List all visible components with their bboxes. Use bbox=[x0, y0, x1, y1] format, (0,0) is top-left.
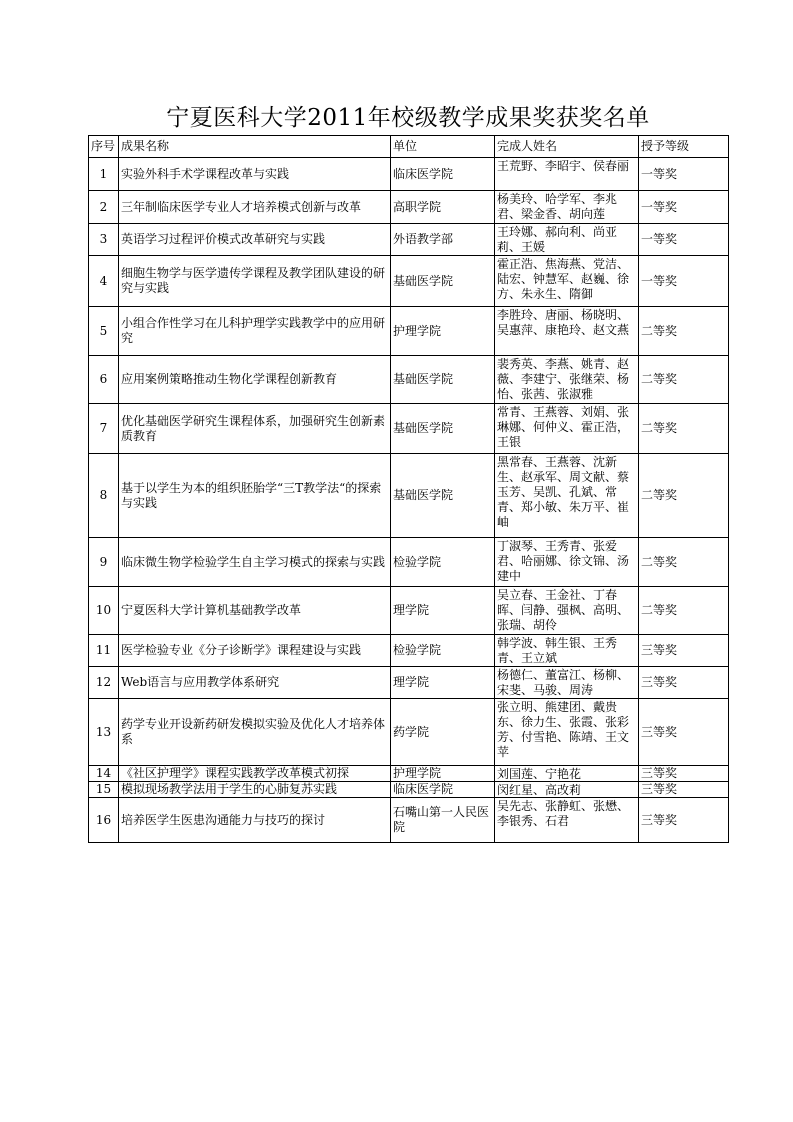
row-number: 14 bbox=[89, 766, 119, 782]
row-number: 13 bbox=[89, 699, 119, 766]
table-row bbox=[89, 667, 729, 699]
people-names bbox=[495, 766, 639, 782]
column-header-level: 授予等级 bbox=[639, 136, 729, 158]
row-number: 5 bbox=[89, 307, 119, 356]
row-number: 2 bbox=[89, 191, 119, 224]
table-row bbox=[89, 256, 729, 307]
unit-name: 检验学院 bbox=[391, 538, 495, 587]
people-names-text: 丁淑琴、王秀青、张爱君、哈丽娜、徐文锦、汤建中 bbox=[497, 538, 630, 583]
table-row bbox=[89, 699, 729, 766]
award-level: 一等奖 bbox=[639, 158, 729, 191]
unit-name: 高职学院 bbox=[391, 191, 495, 224]
achievement-name: 应用案例策略推动生物化学课程创新教育 bbox=[119, 356, 391, 404]
people-names bbox=[495, 667, 639, 699]
table-header-row bbox=[89, 136, 729, 158]
row-number: 3 bbox=[89, 224, 119, 256]
unit-name: 石嘴山第一人民医院 bbox=[391, 798, 495, 843]
people-names bbox=[495, 782, 639, 798]
awards-table bbox=[88, 135, 729, 843]
award-level: 二等奖 bbox=[639, 404, 729, 454]
table-row bbox=[89, 798, 729, 843]
achievement-name: 《社区护理学》课程实践教学改革模式初探 bbox=[119, 766, 391, 782]
column-header-unit: 单位 bbox=[391, 136, 495, 158]
row-number: 6 bbox=[89, 356, 119, 404]
unit-name: 药学院 bbox=[391, 699, 495, 766]
row-number: 8 bbox=[89, 454, 119, 538]
row-number: 7 bbox=[89, 404, 119, 454]
table-row bbox=[89, 158, 729, 191]
people-names-text: 黑常春、王燕蓉、沈新生、赵承军、周文献、蔡玉芳、吴凯、孔斌、常青、郑小敏、朱万平、崔岫 bbox=[497, 454, 630, 529]
award-level: 三等奖 bbox=[639, 766, 729, 782]
page-title: 宁夏医科大学2011年校级教学成果奖获奖名单 bbox=[166, 105, 650, 131]
achievement-name: 英语学习过程评价模式改革研究与实践 bbox=[119, 224, 391, 256]
column-header-name: 成果名称 bbox=[119, 136, 391, 158]
people-names bbox=[495, 699, 639, 766]
people-names bbox=[495, 256, 639, 307]
achievement-name: 小组合作性学习在儿科护理学实践教学中的应用研究 bbox=[119, 307, 391, 356]
people-names bbox=[495, 191, 639, 224]
achievement-name: 培养医学生医患沟通能力与技巧的探讨 bbox=[119, 798, 391, 843]
unit-name: 理学院 bbox=[391, 587, 495, 635]
people-names-text: 闵红星、高改莉 bbox=[497, 783, 582, 796]
table-row bbox=[89, 782, 729, 798]
award-level: 二等奖 bbox=[639, 307, 729, 356]
achievement-name: 临床微生物学检验学生自主学习模式的探索与实践 bbox=[119, 538, 391, 587]
people-names bbox=[495, 224, 639, 256]
people-names-text: 王荒野、李昭宇、侯春丽 bbox=[497, 158, 630, 173]
achievement-name: 优化基础医学研究生课程体系，加强研究生创新素质教育 bbox=[119, 404, 391, 454]
unit-name: 基础医学院 bbox=[391, 404, 495, 454]
people-names bbox=[495, 158, 639, 191]
column-header-people: 完成人姓名 bbox=[495, 136, 639, 158]
people-names-text: 吴立春、王金社、丁春晖、闫静、强枫、高明、张瑞、胡伶 bbox=[497, 587, 630, 632]
unit-name: 临床医学院 bbox=[391, 158, 495, 191]
unit-name: 基础医学院 bbox=[391, 356, 495, 404]
table-row bbox=[89, 766, 729, 782]
achievement-name: 基于以学生为本的组织胚胎学“三T教学法“的探索与实践 bbox=[119, 454, 391, 538]
people-names bbox=[495, 798, 639, 843]
award-level: 一等奖 bbox=[639, 224, 729, 256]
row-number: 12 bbox=[89, 667, 119, 699]
people-names-text: 刘国莲、宁艳花 bbox=[497, 767, 582, 780]
unit-name: 理学院 bbox=[391, 667, 495, 699]
award-level: 三等奖 bbox=[639, 798, 729, 843]
people-names-text: 常青、王燕蓉、刘娟、张琳娜、何仲义、霍正浩，王银 bbox=[497, 404, 630, 449]
achievement-name: 医学检验专业《分子诊断学》课程建设与实践 bbox=[119, 635, 391, 667]
award-level: 三等奖 bbox=[639, 667, 729, 699]
award-level: 三等奖 bbox=[639, 635, 729, 667]
row-number: 9 bbox=[89, 538, 119, 587]
table-row bbox=[89, 454, 729, 538]
unit-name: 基础医学院 bbox=[391, 454, 495, 538]
people-names-text: 杨美玲、哈学军、李兆君、梁金香、胡向莲 bbox=[497, 191, 618, 221]
people-names bbox=[495, 404, 639, 454]
row-number: 10 bbox=[89, 587, 119, 635]
row-number: 15 bbox=[89, 782, 119, 798]
awards-table-body bbox=[89, 158, 729, 843]
achievement-name: 宁夏医科大学计算机基础教学改革 bbox=[119, 587, 391, 635]
people-names bbox=[495, 307, 639, 356]
award-level: 一等奖 bbox=[639, 191, 729, 224]
achievement-name: 药学专业开设新药研发模拟实验及优化人才培养体系 bbox=[119, 699, 391, 766]
award-level: 一等奖 bbox=[639, 256, 729, 307]
unit-name: 检验学院 bbox=[391, 635, 495, 667]
achievement-name: 三年制临床医学专业人才培养模式创新与改革 bbox=[119, 191, 391, 224]
people-names-text: 韩学波、韩生银、王秀青、王立斌 bbox=[497, 635, 618, 665]
row-number: 16 bbox=[89, 798, 119, 843]
people-names-text: 张立明、熊建团、戴贵东、徐力生、张霞、张彩芳、付雪艳、陈靖、王文苹 bbox=[497, 699, 630, 759]
table-row bbox=[89, 191, 729, 224]
people-names bbox=[495, 635, 639, 667]
people-names-text: 杨德仁、董富江、杨柳、宋斐、马骏、周涛 bbox=[497, 667, 630, 697]
table-row bbox=[89, 224, 729, 256]
achievement-name: 模拟现场教学法用于学生的心肺复苏实践 bbox=[119, 782, 391, 798]
achievement-name: 实验外科手术学课程改革与实践 bbox=[119, 158, 391, 191]
people-names bbox=[495, 538, 639, 587]
table-row bbox=[89, 356, 729, 404]
award-level: 二等奖 bbox=[639, 587, 729, 635]
award-level: 二等奖 bbox=[639, 454, 729, 538]
row-number: 1 bbox=[89, 158, 119, 191]
award-level: 三等奖 bbox=[639, 699, 729, 766]
table-row bbox=[89, 404, 729, 454]
unit-name: 基础医学院 bbox=[391, 256, 495, 307]
people-names-text: 裴秀英、李燕、姚青、赵薇、李建宁、张继荣、杨怡、张茜、张淑雅 bbox=[497, 356, 630, 401]
row-number: 4 bbox=[89, 256, 119, 307]
people-names-text: 霍正浩、焦海燕、党洁、陆宏、钟慧军、赵巍、徐方、朱永生、隋御 bbox=[497, 256, 630, 301]
award-level: 三等奖 bbox=[639, 782, 729, 798]
unit-name: 外语教学部 bbox=[391, 224, 495, 256]
table-row bbox=[89, 538, 729, 587]
unit-name: 护理学院 bbox=[391, 766, 495, 782]
table-row bbox=[89, 635, 729, 667]
achievement-name: 细胞生物学与医学遗传学课程及教学团队建设的研究与实践 bbox=[119, 256, 391, 307]
award-level: 二等奖 bbox=[639, 538, 729, 587]
people-names bbox=[495, 587, 639, 635]
people-names-text: 李胜玲、唐丽、杨晓明、吴惠萍、康艳玲、赵文燕 bbox=[497, 307, 630, 337]
column-header-no: 序号 bbox=[89, 136, 119, 158]
achievement-name: Web语言与应用教学体系研究 bbox=[119, 667, 391, 699]
award-level: 二等奖 bbox=[639, 356, 729, 404]
table-row bbox=[89, 587, 729, 635]
unit-name: 护理学院 bbox=[391, 307, 495, 356]
people-names bbox=[495, 356, 639, 404]
people-names-text: 吴先志、张静虹、张懋、李银秀、石君 bbox=[497, 798, 630, 828]
unit-name: 临床医学院 bbox=[391, 782, 495, 798]
people-names bbox=[495, 454, 639, 538]
people-names-text: 王玲娜、郝向利、尚亚莉、王媛 bbox=[497, 224, 618, 254]
table-row bbox=[89, 307, 729, 356]
row-number: 11 bbox=[89, 635, 119, 667]
